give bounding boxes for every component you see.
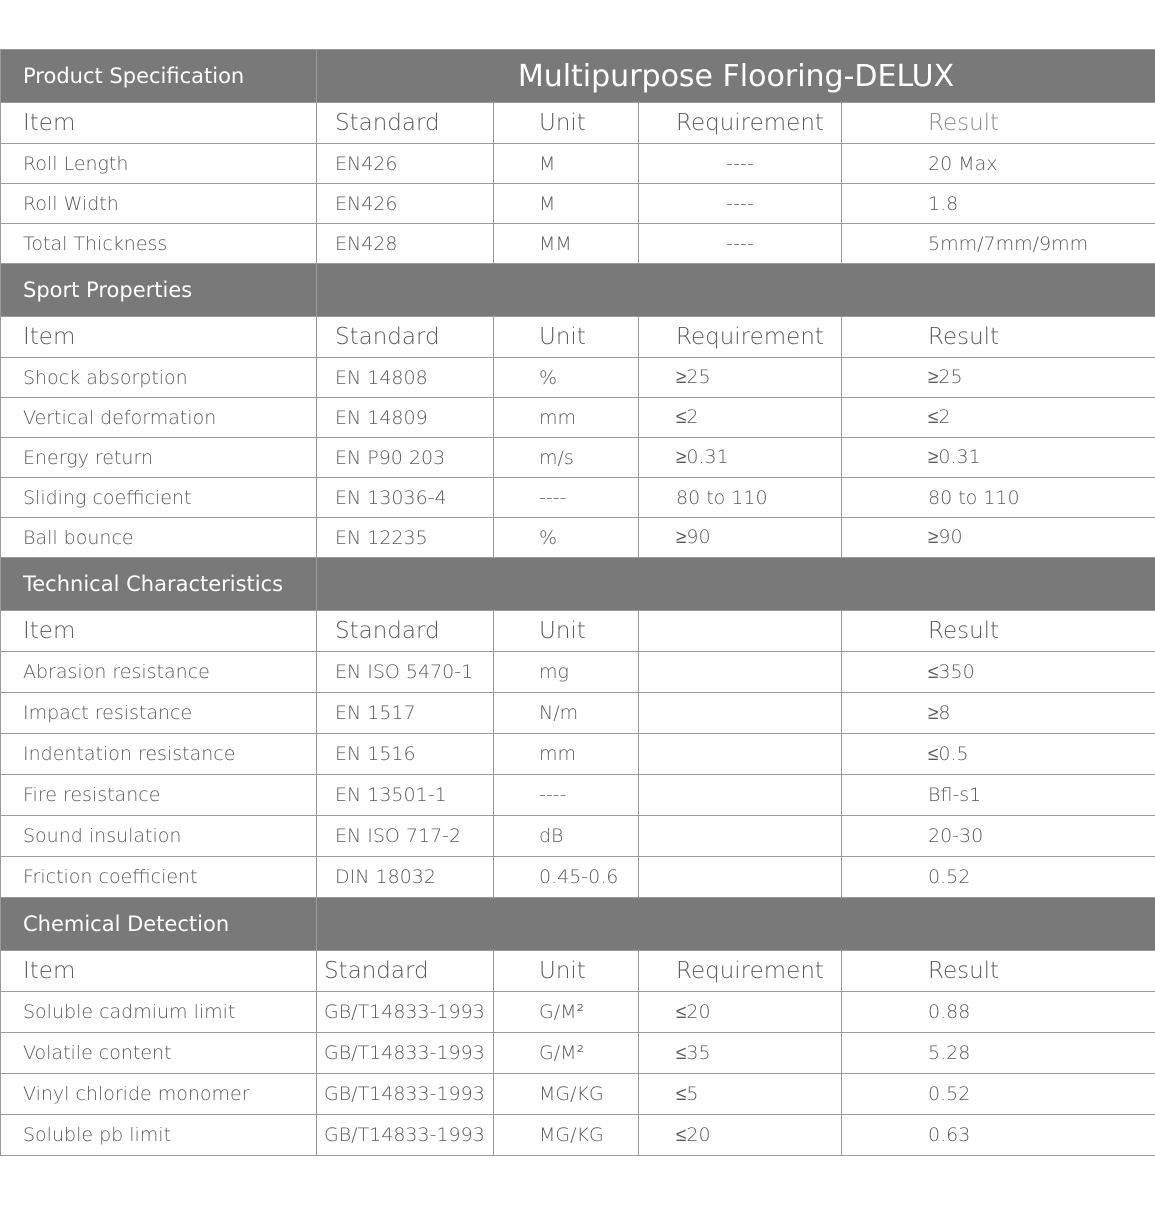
table-cell: Roll Width [1, 184, 317, 224]
table-cell: MG/KG [494, 1074, 639, 1115]
table-cell: EN 14809 [317, 398, 494, 438]
table-cell: EN 14808 [317, 358, 494, 398]
table-cell: ≤0.5 [842, 734, 1155, 775]
table-cell: Indentation resistance [1, 734, 317, 775]
table-cell: ≤2 [639, 398, 842, 438]
column-header: Result [842, 103, 1155, 144]
table-row [1, 1033, 1155, 1074]
section-header-chemical [1, 898, 1155, 951]
table-cell [639, 652, 842, 693]
table-row [1, 224, 1155, 264]
table-cell: dB [494, 816, 639, 857]
table-cell: Ball bounce [1, 518, 317, 558]
column-header: Result [842, 611, 1155, 652]
table-row [1, 992, 1155, 1033]
table-row [1, 816, 1155, 857]
table-row [1, 693, 1155, 734]
column-header: Item [1, 103, 317, 144]
section-header-technical [1, 558, 1155, 611]
section-label: Technical Characteristics [1, 558, 317, 611]
table-row [1, 734, 1155, 775]
table-row [1, 398, 1155, 438]
table-cell: % [494, 358, 639, 398]
column-header: Requirement [639, 317, 842, 358]
table-cell: ≥25 [842, 358, 1155, 398]
table-cell: Total Thickness [1, 224, 317, 264]
table-cell: ≥0.31 [639, 438, 842, 478]
column-header-row [1, 103, 1155, 144]
table-cell [639, 857, 842, 898]
table-cell: 20-30 [842, 816, 1155, 857]
table-cell: ≤35 [639, 1033, 842, 1074]
table-cell: Vertical deformation [1, 398, 317, 438]
table-cell: ≤5 [639, 1074, 842, 1115]
column-header: Item [1, 317, 317, 358]
table-cell: EN428 [317, 224, 494, 264]
column-header-row [1, 951, 1155, 992]
table-row [1, 652, 1155, 693]
table-row [1, 1115, 1155, 1156]
table-cell: 20 Max [842, 144, 1155, 184]
table-cell: 80 to 110 [639, 478, 842, 518]
table-cell: EN 13501-1 [317, 775, 494, 816]
table-cell: 5mm/7mm/9mm [842, 224, 1155, 264]
table-cell: EN 12235 [317, 518, 494, 558]
table-cell [639, 775, 842, 816]
table-row [1, 857, 1155, 898]
table-cell: Fire resistance [1, 775, 317, 816]
column-header: Standard [317, 103, 494, 144]
table-cell: N/m [494, 693, 639, 734]
column-header: Requirement [639, 951, 842, 992]
table-cell: ≤2 [842, 398, 1155, 438]
table-cell: m/s [494, 438, 639, 478]
table-cell: ≤350 [842, 652, 1155, 693]
table-cell: EN 1516 [317, 734, 494, 775]
table-cell: EN ISO 5470-1 [317, 652, 494, 693]
table-cell: 0.45-0.6 [494, 857, 639, 898]
table-cell: G/M² [494, 1033, 639, 1074]
table-cell: ≥8 [842, 693, 1155, 734]
table-cell: ≥0.31 [842, 438, 1155, 478]
table-row [1, 358, 1155, 398]
table-cell: 1.8 [842, 184, 1155, 224]
table-cell: Vinyl chloride monomer [1, 1074, 317, 1115]
table-cell: ≥90 [842, 518, 1155, 558]
table-cell: MG/KG [494, 1115, 639, 1156]
table-cell: Bfl-s1 [842, 775, 1155, 816]
table-cell: mg [494, 652, 639, 693]
table-cell: ---- [639, 184, 842, 224]
table-cell: mm [494, 398, 639, 438]
section-header-fill [317, 264, 1155, 317]
column-header: Standard [317, 317, 494, 358]
column-header: Item [1, 611, 317, 652]
section-label: Product Specification [1, 50, 317, 103]
table-cell [639, 734, 842, 775]
column-header-row [1, 317, 1155, 358]
table-row [1, 478, 1155, 518]
table-cell: ≥25 [639, 358, 842, 398]
table-cell: ---- [639, 224, 842, 264]
table-cell: Roll Length [1, 144, 317, 184]
section-header-sport [1, 264, 1155, 317]
table-cell: 0.88 [842, 992, 1155, 1033]
section-header-fill [317, 558, 1155, 611]
table-cell: Volatile content [1, 1033, 317, 1074]
table-cell: EN426 [317, 184, 494, 224]
page-title: Multipurpose Flooring-DELUX [317, 50, 1155, 103]
table-cell: EN 1517 [317, 693, 494, 734]
table-cell: DIN 18032 [317, 857, 494, 898]
table-row [1, 775, 1155, 816]
table-cell: mm [494, 734, 639, 775]
table-cell: 0.63 [842, 1115, 1155, 1156]
table-cell: Abrasion resistance [1, 652, 317, 693]
column-header: Result [842, 317, 1155, 358]
table-cell: 0.52 [842, 857, 1155, 898]
table-cell: % [494, 518, 639, 558]
table-cell: 80 to 110 [842, 478, 1155, 518]
table-row [1, 1074, 1155, 1115]
table-cell: Shock absorption [1, 358, 317, 398]
column-header-row [1, 611, 1155, 652]
table-cell: ---- [494, 775, 639, 816]
column-header: Item [1, 951, 317, 992]
table-cell [639, 693, 842, 734]
table-cell: GB/T14833-1993 [317, 1033, 494, 1074]
table-cell: ---- [494, 478, 639, 518]
table-cell: Sliding coefficient [1, 478, 317, 518]
table-cell: Soluble pb limit [1, 1115, 317, 1156]
spec-table [0, 49, 1155, 1156]
column-header: Unit [494, 103, 639, 144]
table-row [1, 144, 1155, 184]
table-cell: 5.28 [842, 1033, 1155, 1074]
table-cell: GB/T14833-1993 [317, 992, 494, 1033]
table-cell: EN P90 203 [317, 438, 494, 478]
table-cell: M [494, 144, 639, 184]
table-cell: GB/T14833-1993 [317, 1074, 494, 1115]
section-label: Chemical Detection [1, 898, 317, 951]
table-cell: Energy return [1, 438, 317, 478]
column-header: Result [842, 951, 1155, 992]
table-cell: Impact resistance [1, 693, 317, 734]
table-cell: Friction coefficient [1, 857, 317, 898]
table-cell [639, 816, 842, 857]
column-header: Unit [494, 951, 639, 992]
table-cell: Soluble cadmium limit [1, 992, 317, 1033]
column-header [639, 611, 842, 652]
table-cell: EN ISO 717-2 [317, 816, 494, 857]
column-header: Standard [317, 611, 494, 652]
table-row [1, 184, 1155, 224]
section-header-product [1, 50, 1155, 103]
table-cell: ≤20 [639, 992, 842, 1033]
table-cell: MM [494, 224, 639, 264]
column-header: Requirement [639, 103, 842, 144]
table-cell: EN 13036-4 [317, 478, 494, 518]
table-cell: ---- [639, 144, 842, 184]
table-cell: Sound insulation [1, 816, 317, 857]
table-row [1, 438, 1155, 478]
table-cell: ≤20 [639, 1115, 842, 1156]
table-cell: 0.52 [842, 1074, 1155, 1115]
table-cell: ≥90 [639, 518, 842, 558]
column-header: Unit [494, 611, 639, 652]
table-row [1, 518, 1155, 558]
table-cell: G/M² [494, 992, 639, 1033]
table-cell: GB/T14833-1993 [317, 1115, 494, 1156]
column-header: Standard [317, 951, 494, 992]
section-label: Sport Properties [1, 264, 317, 317]
column-header: Unit [494, 317, 639, 358]
section-header-fill [317, 898, 1155, 951]
table-cell: M [494, 184, 639, 224]
table-cell: EN426 [317, 144, 494, 184]
